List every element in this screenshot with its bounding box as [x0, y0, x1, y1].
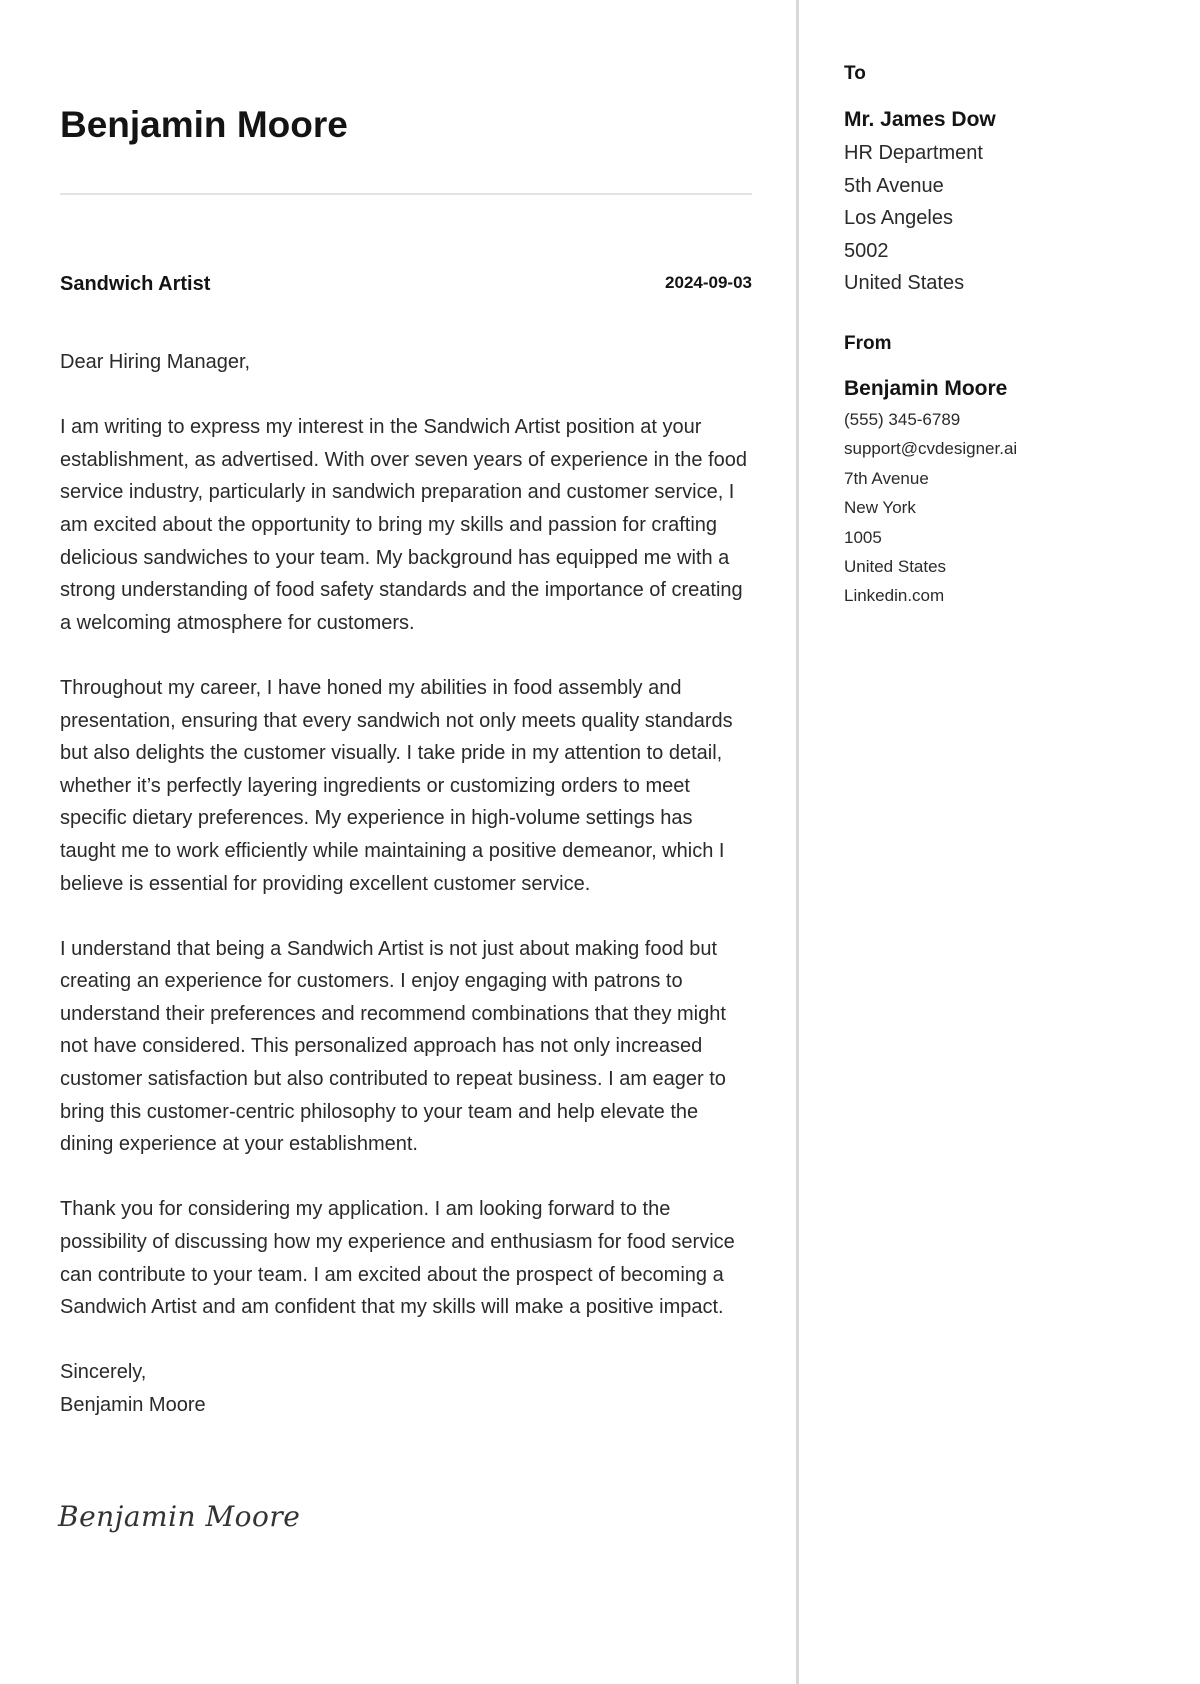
- letter-body: [60, 346, 752, 1422]
- signature: Benjamin Moore: [58, 1500, 301, 1533]
- sender-city: New York: [844, 498, 916, 518]
- recipient-street: 5th Avenue: [844, 174, 944, 197]
- body-paragraph-2: Throughout my career, I have honed my abilities in food assembly and presentation, ensuring that every sandwich not only meets quality standards but also delights the customer visually. I take pride in my attention to detail, whether it’s perfectly layering ingredients or customizing orders to meet specific dietary preferences. My experience in high-volume settings has taught me to work efficiently while maintaining a positive demeanor, which I believe is essential for providing excellent customer service.: [60, 676, 733, 895]
- body-paragraph-4: Thank you for considering my application. I am looking forward to the possibility of discussing how my experience and enthusiasm for food service can contribute to your team. I am excited about the prospect of becoming a Sandwich Artist and am confident that my skills will make a positive impact.: [60, 1198, 735, 1319]
- sender-street: 7th Avenue: [844, 468, 929, 488]
- sender-contact: [844, 405, 1017, 611]
- closing-name: Benjamin Moore: [60, 1394, 206, 1416]
- sender-email: support@cvdesigner.ai: [844, 439, 1018, 459]
- header-divider: [60, 193, 752, 195]
- job-title: Sandwich Artist: [60, 273, 211, 295]
- sender-name-heading: Benjamin Moore: [60, 104, 348, 145]
- recipient-country: United States: [844, 272, 965, 295]
- sender-linkedin: Linkedin.com: [844, 586, 945, 606]
- recipient-city: Los Angeles: [844, 207, 953, 230]
- recipient-postal-code: 5002: [844, 239, 889, 262]
- body-paragraph-1: I am writing to express my interest in the Sandwich Artist position at your establishment, as advertised. With over seven years of experience in the food service industry, particularly in sandwich preparation and customer service, I am excited about the opportunity to bring my skills and passion for crafting delicious sandwiches to your team. My background has equipped me with a strong understanding of food safety standards and the importance of creating a welcoming atmosphere for customers.: [60, 416, 748, 634]
- sender-heading: From: [844, 333, 892, 354]
- sender-country: United States: [844, 557, 947, 577]
- recipient-department: HR Department: [844, 142, 983, 164]
- salutation: Dear Hiring Manager,: [60, 351, 251, 373]
- recipient-name: Mr. James Dow: [844, 108, 996, 131]
- recipient-heading: To: [844, 63, 866, 84]
- column-divider: [796, 0, 799, 1684]
- letter-date: 2024-09-03: [665, 273, 752, 292]
- body-paragraph-3: I understand that being a Sandwich Artist is not just about making food but creating an experience for customers. I enjoy engaging with patrons to understand their preferences and recommend combinations that they might not have considered. This personalized approach has not only increased customer satisfaction but also contributed to repeat business. I am eager to bring this customer-centric philosophy to your team and help elevate the dining experience at your establishment.: [60, 937, 726, 1156]
- closing: Sincerely,: [60, 1361, 147, 1384]
- sender-phone: (555) 345-6789: [844, 410, 961, 429]
- recipient-address: [844, 137, 983, 300]
- sender-postal-code: 1005: [844, 527, 882, 547]
- sender-name: Benjamin Moore: [844, 377, 1008, 400]
